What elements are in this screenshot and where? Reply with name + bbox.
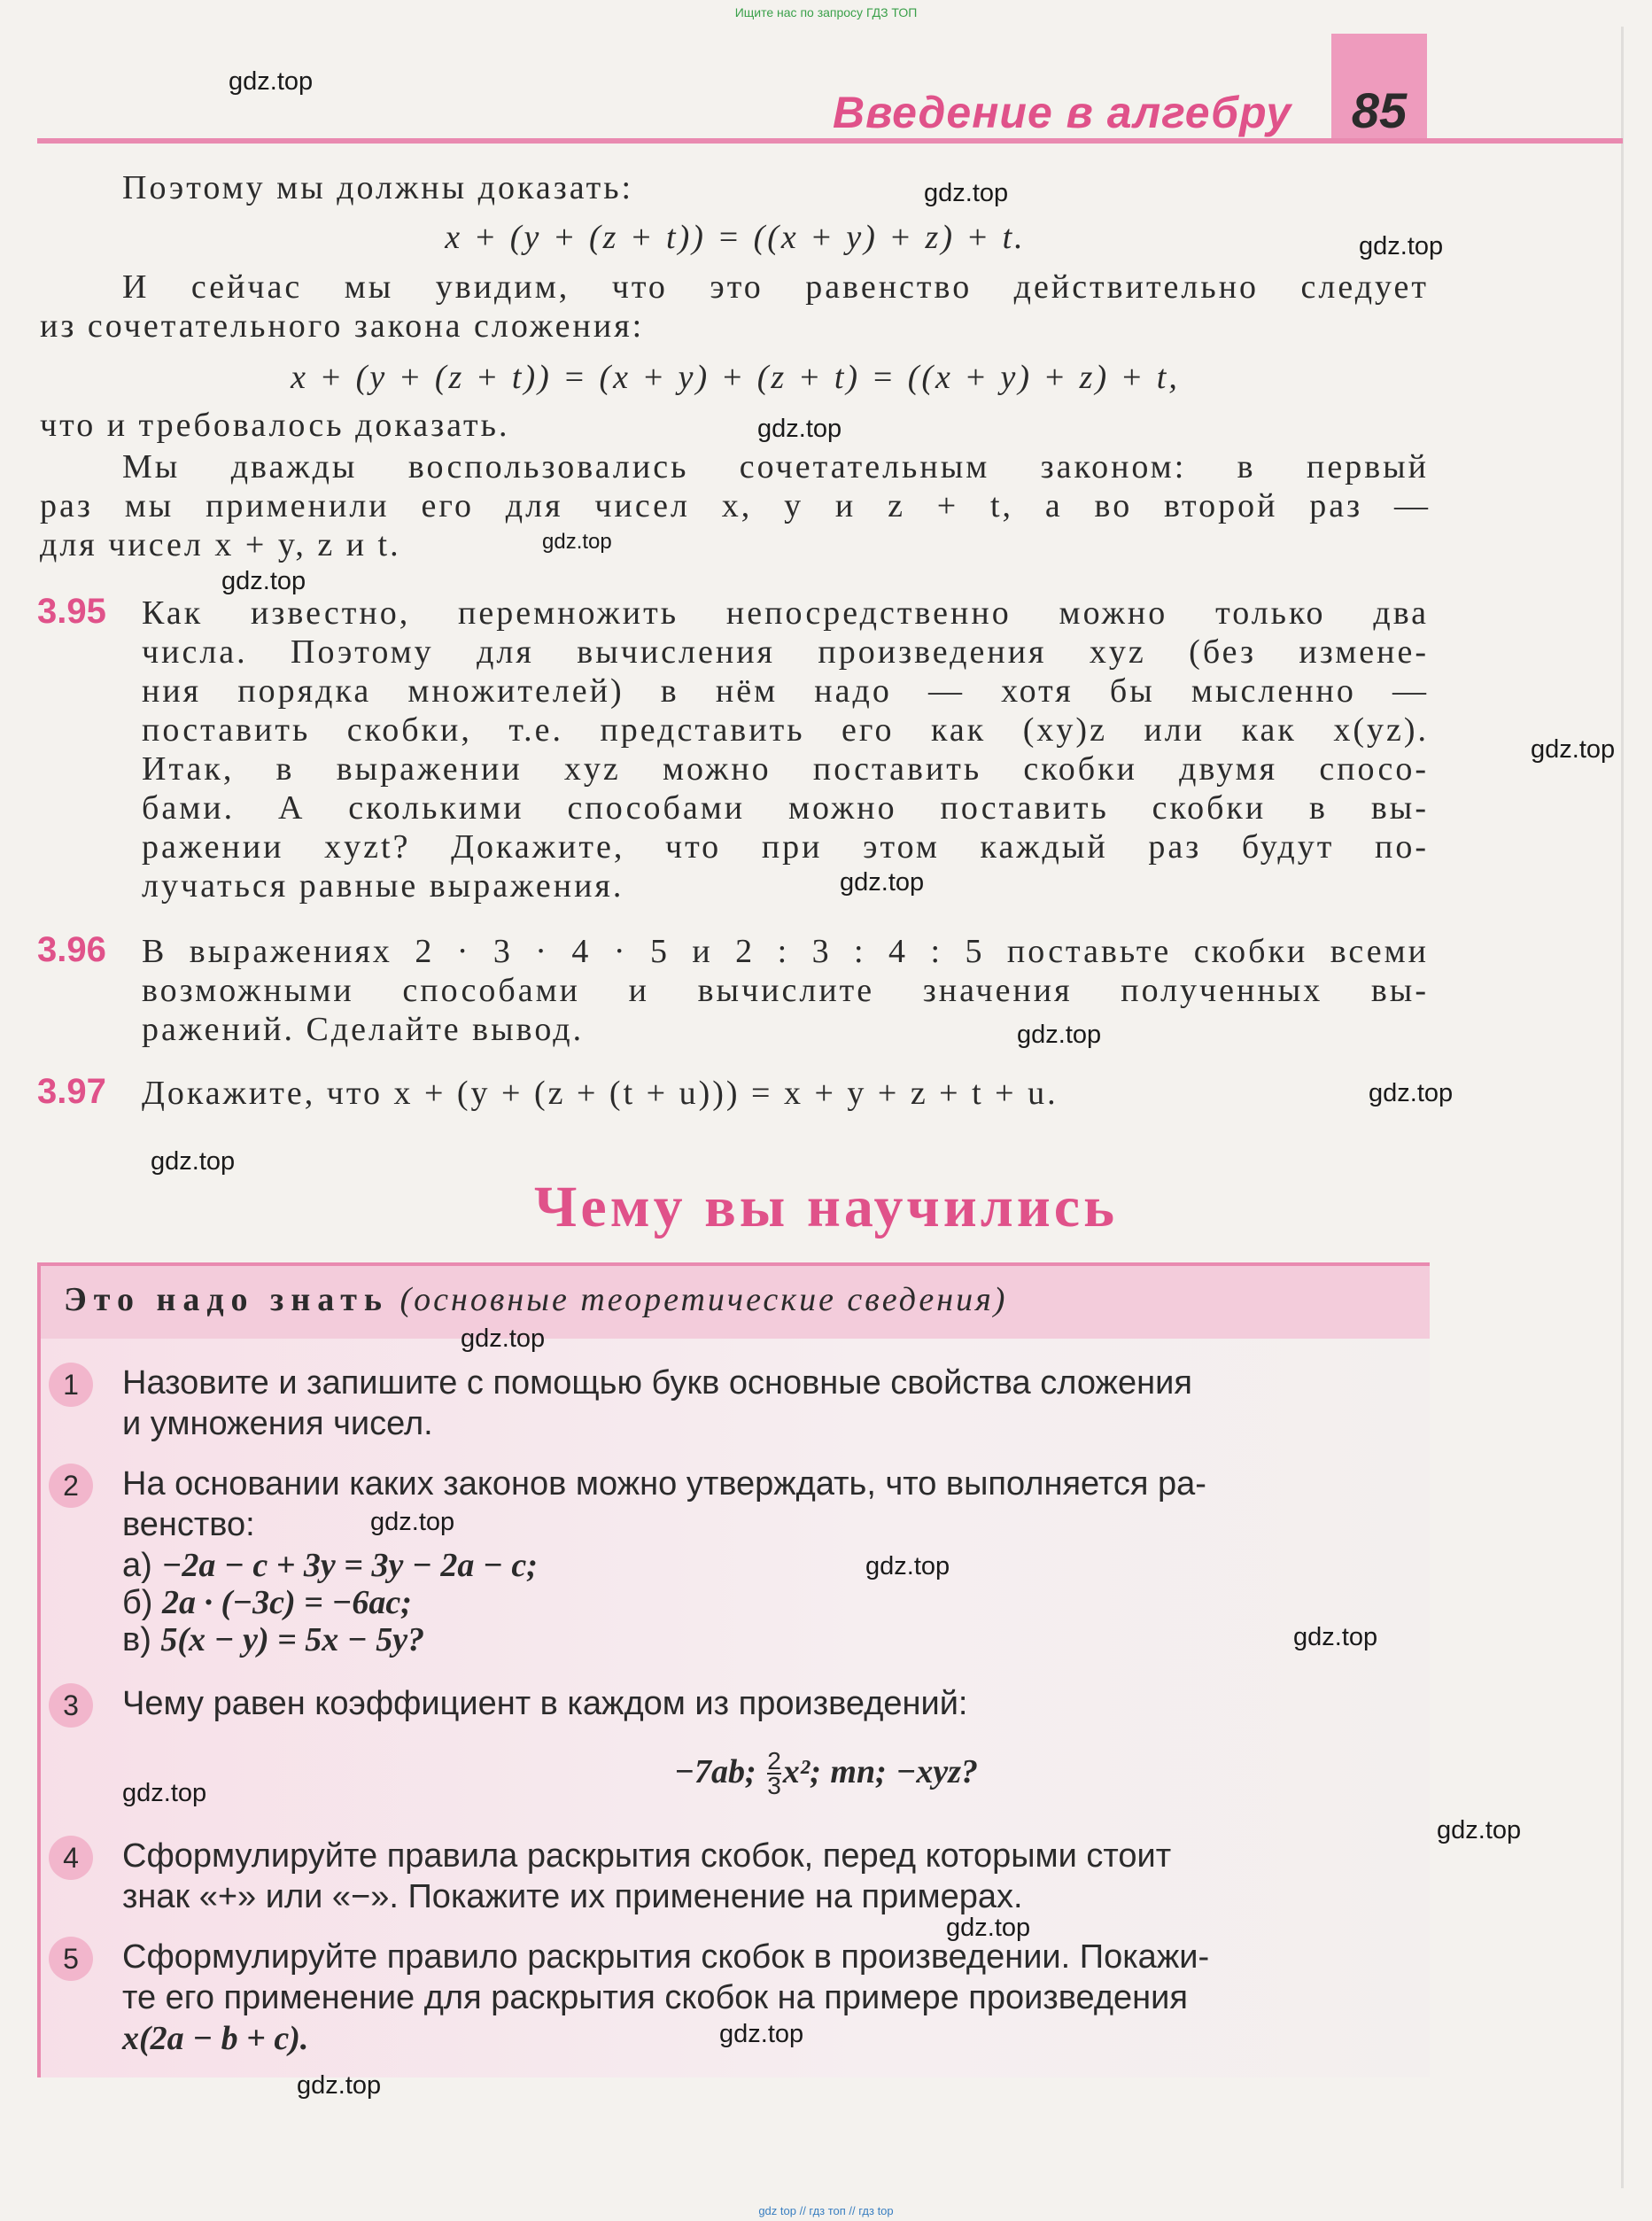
item-b-label: б) — [122, 1584, 153, 1621]
item-c-label: в) — [122, 1621, 151, 1658]
watermark: gdz.top — [946, 1914, 1031, 1942]
watermark: gdz.top — [1017, 1021, 1102, 1049]
watermark: gdz.top — [1359, 232, 1444, 260]
panel-heading — [64, 1280, 1007, 1319]
question-badge-1: 1 — [49, 1363, 93, 1407]
question-badge-4: 4 — [49, 1836, 93, 1880]
problem-3-96-line: В выражениях 2 · 3 · 4 · 5 и 2 : 3 : 4 : 5 поставьте скобки всеми — [142, 933, 1429, 970]
item-c-formula: 5(x − y) = 5x − 5y? — [160, 1621, 425, 1658]
watermark: gdz.top — [151, 1147, 236, 1176]
page-edge — [1621, 27, 1624, 2188]
question-2-line-2: венство: — [122, 1506, 255, 1543]
watermark: gdz.top — [924, 179, 1009, 207]
item-b-formula: 2a · (−3c) = −6ac; — [161, 1584, 412, 1621]
formula-2: x²; — [782, 1753, 821, 1791]
watermark: gdz.top — [1293, 1623, 1378, 1651]
intro-line-6: что и требовалось доказать. — [40, 407, 510, 444]
intro-line-7: Мы дважды воспользовались сочетательным законом: в первый — [122, 448, 1429, 485]
problem-number-3-95: 3.95 — [37, 592, 106, 631]
watermark: gdz.top — [461, 1324, 546, 1353]
question-5-line-2: те его применение для раскрытия скобок на примере произведения — [122, 1979, 1188, 2016]
chapter-title: Введение в алгебру — [833, 88, 1292, 137]
question-4-line-1: Сформулируйте правила раскрытия скобок, перед которыми стоит — [122, 1837, 1172, 1875]
problem-3-95-line: бами. А сколькими способами можно поставить скобки в вы- — [142, 789, 1429, 827]
formula-1: −7ab; — [673, 1753, 756, 1791]
formula-3: mn; — [830, 1753, 887, 1791]
intro-line-9: для чисел x + y, z и t. — [40, 526, 401, 563]
watermark: gdz.top — [719, 2020, 804, 2048]
header-rule — [37, 138, 1623, 144]
watermark: gdz.top — [297, 2071, 382, 2100]
question-2-item-a — [122, 1545, 1429, 1586]
intro-line-1: Поэтому мы должны доказать: — [122, 169, 634, 206]
problem-3-96-line: ражений. Сделайте вывод. — [142, 1011, 585, 1048]
watermark: gdz.top — [1531, 735, 1616, 764]
watermark: gdz.top — [221, 567, 306, 595]
question-2-line-1: На основании каких законов можно утверждать, что выполняется ра- — [122, 1465, 1206, 1503]
problem-3-95-line: Итак, в выражении xyz можно поставить скобки двумя спосо- — [142, 750, 1429, 788]
question-5-line-1: Сформулируйте правило раскрытия скобок в произведении. Покажи- — [122, 1938, 1210, 1976]
page-number: 85 — [1351, 82, 1408, 138]
intro-line-4: из сочетательного закона сложения: — [40, 307, 645, 345]
problem-3-95-line: лучаться равные выражения. — [142, 867, 624, 905]
watermark: gdz.top — [229, 67, 314, 96]
watermark: gdz.top — [1437, 1816, 1522, 1844]
problem-3-95-line: поставить скобки, т.е. представить его как (xy)z или как x(yz). — [142, 711, 1429, 749]
item-a-label: а) — [122, 1547, 152, 1584]
question-2-item-b — [122, 1582, 1429, 1623]
panel-heading-italic: (основные теоретические сведения) — [399, 1281, 1008, 1318]
item-a-formula: −2a − c + 3y = 3y − 2a − c; — [161, 1547, 538, 1584]
watermark: gdz.top — [542, 530, 612, 554]
intro-formula-1: x + (y + (z + t)) = ((x + y) + z) + t. — [445, 219, 1026, 256]
question-3-formulas — [0, 1747, 1652, 1799]
problem-3-97-line: Докажите, что x + (y + (z + (t + u))) = x + y + z + t + u. — [142, 1075, 1059, 1112]
panel-left-rule — [37, 1262, 41, 2077]
question-1-line-2: и умножения чисел. — [122, 1405, 433, 1442]
question-1-line-1: Назовите и запишите с помощью букв основные свойства сложения — [122, 1364, 1192, 1402]
bottom-note: gdz top // гдз топ // гдз top — [758, 2204, 894, 2217]
watermark: gdz.top — [757, 415, 842, 443]
watermark: gdz.top — [1369, 1079, 1454, 1107]
formula-4: −xyz? — [896, 1753, 979, 1791]
intro-line-8: раз мы применили его для чисел x, y и z + t, а во второй раз — — [40, 487, 1431, 524]
problem-3-95-line: числа. Поэтому для вычисления произведения xyz (без измене- — [142, 633, 1429, 671]
problem-number-3-96: 3.96 — [37, 930, 106, 969]
problem-3-95-line: ния порядка множителей) в нём надо — хотя бы мысленно — — [142, 672, 1429, 710]
problem-3-95-line: ражении xyzt? Докажите, что при этом каждый раз будут по- — [142, 828, 1429, 866]
intro-formula-2: x + (y + (z + t)) = (x + y) + (z + t) = ((x + y) + z) + t, — [291, 359, 1180, 396]
intro-line-3: И сейчас мы увидим, что это равенство действительно следует — [122, 268, 1429, 306]
fraction — [767, 1747, 781, 1799]
fraction-denominator: 3 — [767, 1772, 781, 1799]
watermark: gdz.top — [865, 1552, 950, 1580]
question-2-item-c — [122, 1619, 1429, 1660]
problem-number-3-97: 3.97 — [37, 1072, 106, 1111]
problem-3-95-line: Как известно, перемножить непосредственно можно только два — [142, 594, 1429, 632]
question-3-line-1: Чему равен коэффициент в каждом из произведений: — [122, 1685, 968, 1722]
top-note: Ищите нас по запросу ГДЗ ТОП — [734, 5, 918, 19]
question-4-line-2: знак «+» или «−». Покажите их применение на примерах. — [122, 1878, 1023, 1915]
panel-top-rule — [37, 1262, 1430, 1266]
watermark: gdz.top — [370, 1508, 455, 1536]
question-5-formula: x(2a − b + c). — [122, 2020, 309, 2057]
problem-3-96-line: возможными способами и вычислите значения полученных вы- — [142, 972, 1429, 1009]
section-title: Чему вы научились — [533, 1175, 1119, 1239]
question-badge-2: 2 — [49, 1464, 93, 1508]
panel-heading-bold: Это надо знать — [64, 1281, 389, 1318]
watermark: gdz.top — [122, 1779, 207, 1807]
question-badge-3: 3 — [49, 1683, 93, 1728]
question-badge-5: 5 — [49, 1937, 93, 1981]
fraction-numerator: 2 — [767, 1747, 781, 1774]
watermark: gdz.top — [840, 868, 925, 897]
